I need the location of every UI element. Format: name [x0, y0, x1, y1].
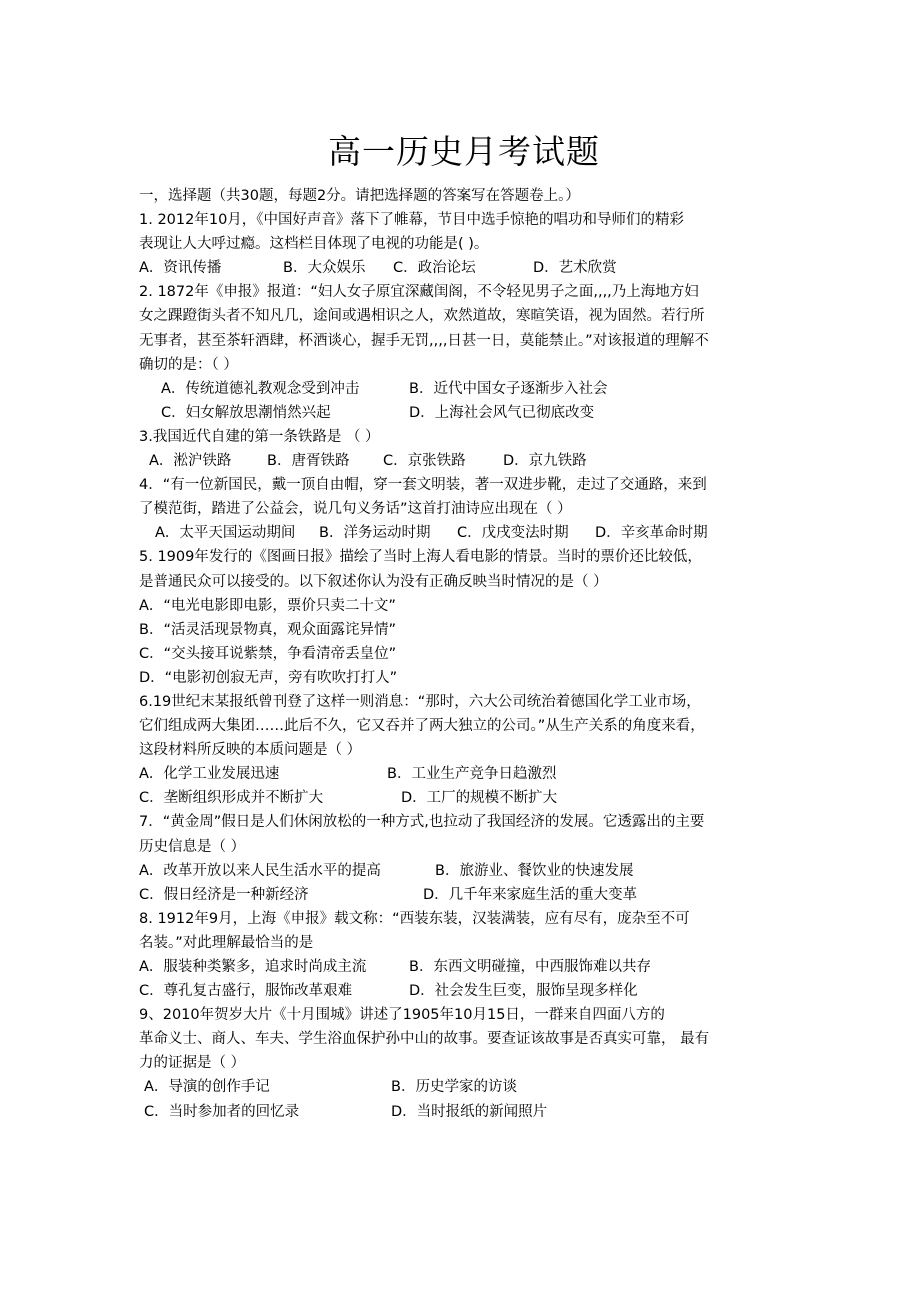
q2-option-b: B．近代中国女子逐渐步入社会 [409, 380, 608, 397]
q5-option-d: D．“电影初创寂无声，旁有吹吹打打人” [139, 669, 398, 686]
q7-option-b: B．旅游业、餐饮业的快速发展 [435, 862, 634, 879]
q6-options-row-1 [139, 762, 789, 786]
q2-options-row-2 [139, 401, 789, 425]
q6-options-row-2 [139, 786, 789, 810]
q6-option-b: B．工业生产竞争日趋激烈 [387, 766, 557, 783]
q2-option-c: C．妇女解放思潮悄然兴起 [161, 404, 331, 421]
q1-option-c: C．政治论坛 [393, 260, 476, 277]
q9-option-c: C．当时参加者的回忆录 [144, 1103, 300, 1120]
q6-line-2: 它们组成两大集团……此后不久，它又吞并了两大独立的公司。”从生产关系的角度来看， [139, 718, 705, 735]
q7-line-1: 7．“黄金周”假日是人们休闲放松的一种方式,也拉动了我国经济的发展。它透露出的主要 [139, 814, 705, 831]
q8-option-c: C．尊孔复古盛行，服饰改革艰难 [139, 983, 353, 1000]
q4-line-2: 了模范街，踏进了公益会，说几句义务话”这首打油诗应出现在（ ） [139, 501, 572, 518]
q1-option-a: A．资讯传播 [139, 260, 222, 277]
q5-line-2: 是普通民众可以接受的。以下叙述你认为没有正确反映当时情况的是（ ） [139, 573, 608, 590]
q2-option-d: D．上海社会风气已彻底改变 [409, 404, 595, 421]
q7-line-2: 历史信息是（ ） [139, 838, 246, 855]
q9-option-b: B．历史学家的访谈 [391, 1079, 517, 1096]
q3-line-1: 3.我国近代自建的第一条铁路是 （ ） [139, 428, 380, 445]
q4-option-a: A．太平天国运动期间 [155, 525, 296, 542]
q5-option-c: C．“交头接耳说紫禁，争看清帝丢皇位” [139, 645, 397, 662]
q6-option-d: D．工厂的规模不断扩大 [401, 790, 558, 807]
q3-option-b: B．唐胥铁路 [267, 453, 350, 470]
q2-line-3: 无事者，甚至茶轩酒肆，杯酒谈心，握手无罚,,,,日甚一日，莫能禁止。”对该报道的理解不 [139, 332, 709, 349]
page-title: 高一历史月考试题 [328, 132, 600, 171]
q1-options [139, 256, 789, 280]
q2-options-row-1 [139, 377, 789, 401]
q5-option-a: A．“电光电影即电影，票价只卖二十文” [139, 597, 396, 614]
q4-option-d: D．辛亥革命时期 [595, 525, 708, 542]
q3-option-a: A．淞沪铁路 [149, 453, 232, 470]
q1-line-1: 1. 2012年10月，《中国好声音》落下了帷幕，节目中选手惊艳的唱功和导师们的精彩 [139, 212, 685, 229]
q2-line-2: 女之踝蹬街头者不知凡几，途间或遇相识之人，欢然道故，寒暄笑语，视为固然。若行所 [139, 308, 705, 325]
q7-options-row-1 [139, 859, 789, 883]
q9-option-d: D．当时报纸的新闻照片 [391, 1103, 548, 1120]
q8-option-b: B．东西文明碰撞，中西服饰难以共存 [409, 959, 651, 975]
q6-option-c: C．垄断组织形成并不断扩大 [139, 790, 324, 807]
q4-option-c: C．戊戌变法时期 [457, 525, 569, 542]
q8-line-1: 8. 1912年9月，上海《申报》载文称：“西装东装，汉装满装，应有尽有，庞杂至不可 [139, 910, 690, 927]
q6-option-a: A．化学工业发展迅速 [139, 766, 280, 783]
q8-option-a: A．服装种类繁多，追求时尚成主流 [139, 959, 367, 975]
q9-options-row-1 [139, 1075, 789, 1099]
q3-option-d: D．京九铁路 [503, 453, 587, 470]
q1-option-b: B．大众娱乐 [283, 260, 366, 277]
q8-options-row-2 [139, 979, 789, 1003]
q8-option-d: D．社会发生巨变，服饰呈现多样化 [409, 983, 638, 1000]
q1-line-2: 表现让人大呼过瘾。这档栏目体现了电视的功能是( )。 [139, 236, 489, 253]
q5-line-1: 5. 1909年发行的《图画日报》描绘了当时上海人看电影的情景。当时的票价还比较低， [139, 549, 702, 566]
q4-options [139, 521, 789, 545]
q2-line-1: 2. 1872年《申报》报道：“妇人女子原宜深藏闺阁，不令轻见男子之面,,,,乃上海地方妇 [139, 284, 699, 301]
q6-line-1: 6.19世纪末某报纸曾刊登了这样一则消息：“那时，六大公司统治着德国化学工业市场， [139, 693, 701, 710]
q7-option-a: A．改革开放以来人民生活水平的提高 [139, 862, 381, 879]
q3-options [139, 449, 789, 473]
q8-options-row-1 [139, 955, 789, 979]
q9-option-a: A．导演的创作手记 [144, 1079, 270, 1096]
q6-line-3: 这段材料所反映的本质问题是（ ） [139, 742, 362, 759]
q9-options-row-2 [139, 1100, 789, 1124]
q7-option-c: C．假日经济是一种新经济 [139, 886, 309, 903]
q4-line-1: 4．“有一位新国民，戴一顶自由帽，穿一套文明装，著一双进步靴，走过了交通路，来到 [139, 477, 707, 494]
q9-line-1: 9、2010年贺岁大片《十月围城》讲述了1905年10月15日，一群来自四面八方的 [139, 1007, 665, 1024]
q5-option-b: B．“活灵活现景物真，观众面露诧异情” [139, 621, 396, 638]
q3-option-c: C．京张铁路 [383, 453, 466, 470]
q7-option-d: D．几千年来家庭生活的重大变革 [423, 886, 638, 903]
q2-option-a: A．传统道德礼教观念受到冲击 [161, 380, 360, 397]
q7-options-row-2 [139, 883, 789, 907]
q1-option-d: D．艺术欣赏 [533, 260, 617, 277]
q2-line-4: 确切的是：（ ） [139, 356, 238, 373]
exam-page [139, 130, 789, 1124]
q4-option-b: B．洋务运动时期 [319, 525, 431, 542]
q9-line-2: 革命义士、商人、车夫、学生浴血保护孙中山的故事。要查证该故事是否真实可靠， 最有 [139, 1031, 710, 1048]
q9-line-3: 力的证据是（ ） [139, 1055, 246, 1072]
q8-line-2: 名装。”对此理解最恰当的是 [139, 934, 314, 951]
section-instructions: 一，选择题（共30题，每题2分。请把选择题的答案写在答题卷上。） [139, 188, 580, 204]
